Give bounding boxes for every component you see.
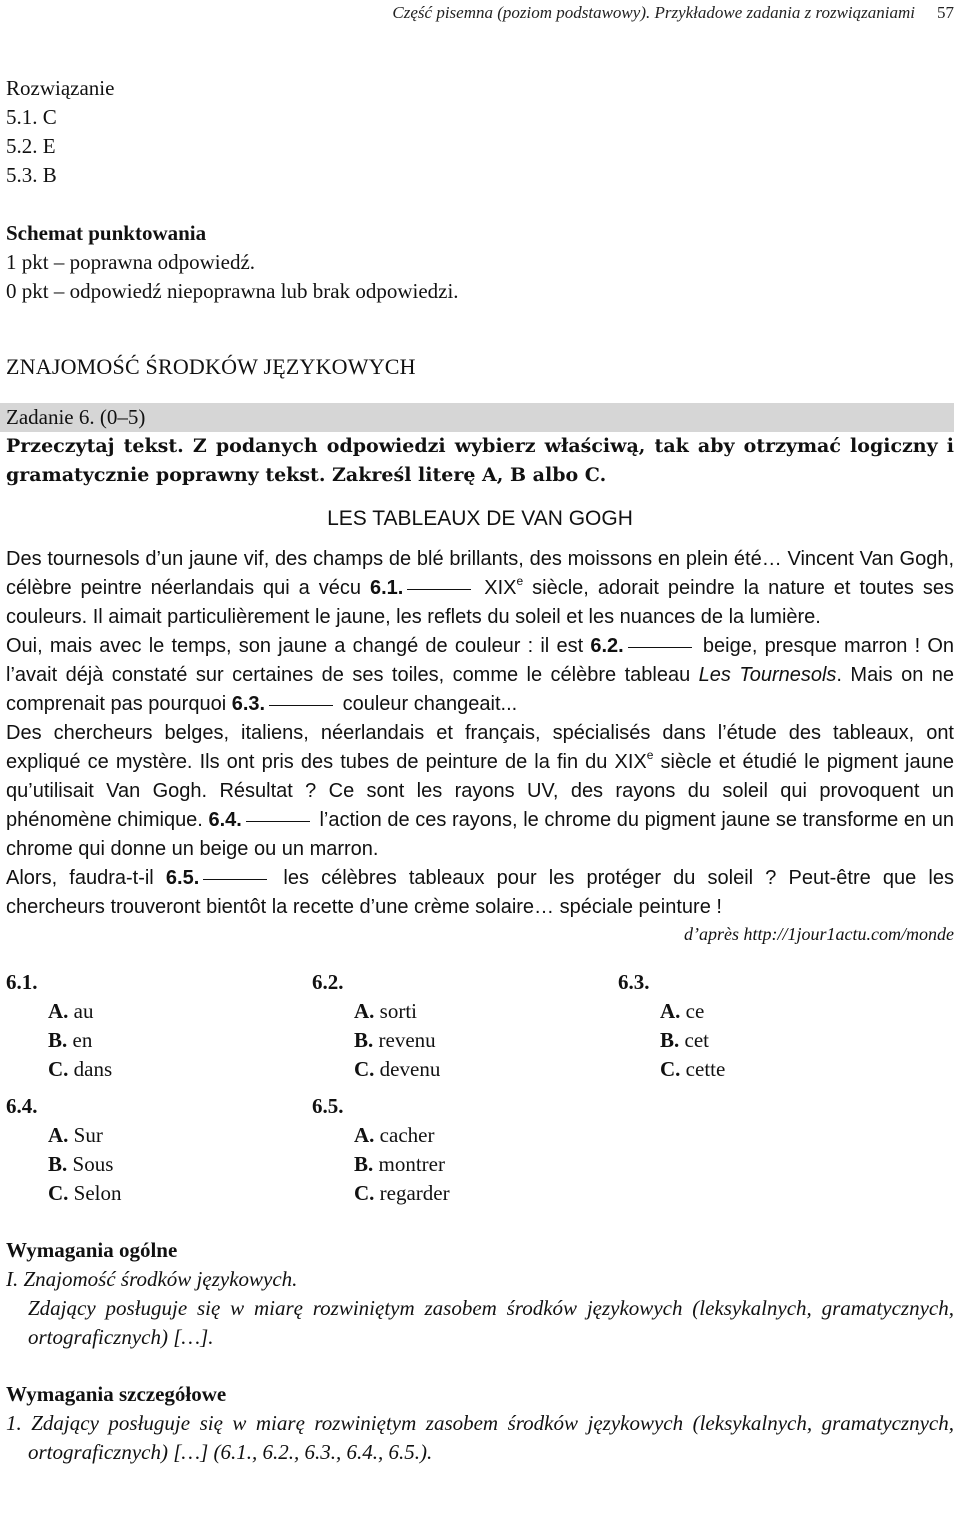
general-requirements-heading: Wymagania ogólne [6,1238,178,1262]
requirement-line: Zdający posługuje się w miarę rozwiniętym zasobem środków językowych (leksykalnych, gramatycznych, ortograficznych) […]. [28,1296,954,1349]
gap-number: 6.1. [369,577,404,599]
gap-blank [246,820,310,822]
option[interactable]: A. Sur [48,1123,103,1147]
solution-answer: 5.2. E [6,134,56,158]
option[interactable]: C. cette [660,1057,726,1081]
gap-number: 6.2. [590,635,624,657]
gap-blank [203,878,267,880]
paragraph: Oui, mais avec le temps, son jaune a changé de couleur : il est 6.2. beige, presque marron ! On l’avait déjà constaté sur certaines de ses toiles, comme le célèbre tableau Les Tournesols. Mais on ne comprenait pas pourquoi 6.3. couleur changeait... [6,635,955,715]
gap-number: 6.3. [231,693,266,715]
option[interactable]: B. Sous [48,1152,114,1176]
option-group-id: 6.1. [6,970,38,994]
option-group [312,968,618,1084]
option-group-id: 6.5. [312,1094,344,1118]
option[interactable]: B. revenu [354,1028,436,1052]
option[interactable]: C. regarder [354,1181,450,1205]
option-group-id: 6.4. [6,1094,38,1118]
task-instruction: Przeczytaj tekst. Z podanych odpowiedzi wybierz właściwą, tak aby otrzymać logiczny i gramatycznie poprawny tekst. Zakreśl literę A, B albo C. [6,435,954,486]
general-requirements [6,1236,954,1352]
scoring-line: 1 pkt – poprawna odpowiedź. [6,250,256,274]
paragraph: Des chercheurs belges, italiens, néerlandais et français, spécialisés dans l’étude des tableaux, ont expliqué ce mystère. Ils ont pris des tubes de peinture de la fin du XIXe siècle et étudié le pigment jaune qu’utilisait Van Gogh. Résultat ? Ce sont les rayons UV, des rayons du soleil qui provoquent un phénomène chimique. 6.4. l’action de ces rayons, le chrome du pigment jaune se transforme en un chrome qui donne un beige ou un marron. [6,722,954,860]
text-title: LES TABLEAUX DE VAN GOGH [327,507,633,530]
requirement-line: I. Znajomość środków językowych. [6,1267,298,1291]
option[interactable]: A. au [48,999,94,1023]
option-group-id: 6.2. [312,970,344,994]
specific-requirements-heading: Wymagania szczegółowe [6,1382,227,1406]
option-group [312,1092,618,1208]
solution-section [6,74,954,190]
gap-blank [628,646,692,648]
painting-title: Les Tournesols [698,664,837,686]
option[interactable]: C. Selon [48,1181,122,1205]
option-group [6,1092,312,1208]
solution-answer: 5.1. C [6,105,57,129]
scoring-heading: Schemat punktowania [6,221,207,245]
solution-heading: Rozwiązanie [6,76,115,100]
option[interactable]: A. ce [660,999,705,1023]
text-body [6,545,954,922]
document-page [6,0,954,1467]
option-group-id: 6.3. [618,970,650,994]
page-number: 57 [937,3,954,22]
scoring-line: 0 pkt – odpowiedź niepoprawna lub brak odpowiedzi. [6,279,459,303]
option[interactable]: A. sorti [354,999,418,1023]
option[interactable]: B. montrer [354,1152,445,1176]
gap-blank [407,588,471,590]
gap-blank [269,704,333,706]
paragraph: Des tournesols d’un jaune vif, des champs de blé brillants, des moissons en plein été… Vincent Van Gogh, célèbre peintre néerlandais qui a vécu 6.1. XIXe siècle, adorait peindre la nature et toutes ses couleurs. Il aimait particulièrement le jaune, les reflets du soleil et les nuances de la lumière. [6,548,955,628]
header-title: Część pisemna (poziom podstawowy). Przykładowe zadania z rozwiązaniami [392,3,915,22]
gap-number: 6.5. [165,867,200,889]
task-label: Zadanie 6. (0–5) [0,403,954,432]
option[interactable]: C. dans [48,1057,113,1081]
running-header [6,0,954,32]
option[interactable]: C. devenu [354,1057,441,1081]
specific-requirements [6,1380,954,1467]
section-title: ZNAJOMOŚĆ ŚRODKÓW JĘZYKOWYCH [6,354,416,379]
requirement-line: 1. Zdający posługuje się w miarę rozwiniętym zasobem środków językowych (leksykalnych, gramatycznych, ortograficznych) […] (6.1., 6.2., 6.3., 6.4., 6.5.). [6,1411,954,1464]
text-source: d’après http://1jour1actu.com/monde [684,924,954,944]
answer-options [6,968,954,1216]
solution-answer: 5.3. B [6,163,57,187]
option-group [618,968,924,1084]
option[interactable]: A. cacher [354,1123,435,1147]
gap-number: 6.4. [208,809,242,831]
paragraph: Alors, faudra-t-il 6.5. les célèbres tableaux pour les protéger du soleil ? Peut-être que les chercheurs trouveront bientôt la recette d’une crème solaire… spéciale peinture ! [6,867,954,918]
scoring-section [6,219,954,306]
option-group [6,968,312,1084]
option[interactable]: B. cet [660,1028,709,1052]
option[interactable]: B. en [48,1028,93,1052]
